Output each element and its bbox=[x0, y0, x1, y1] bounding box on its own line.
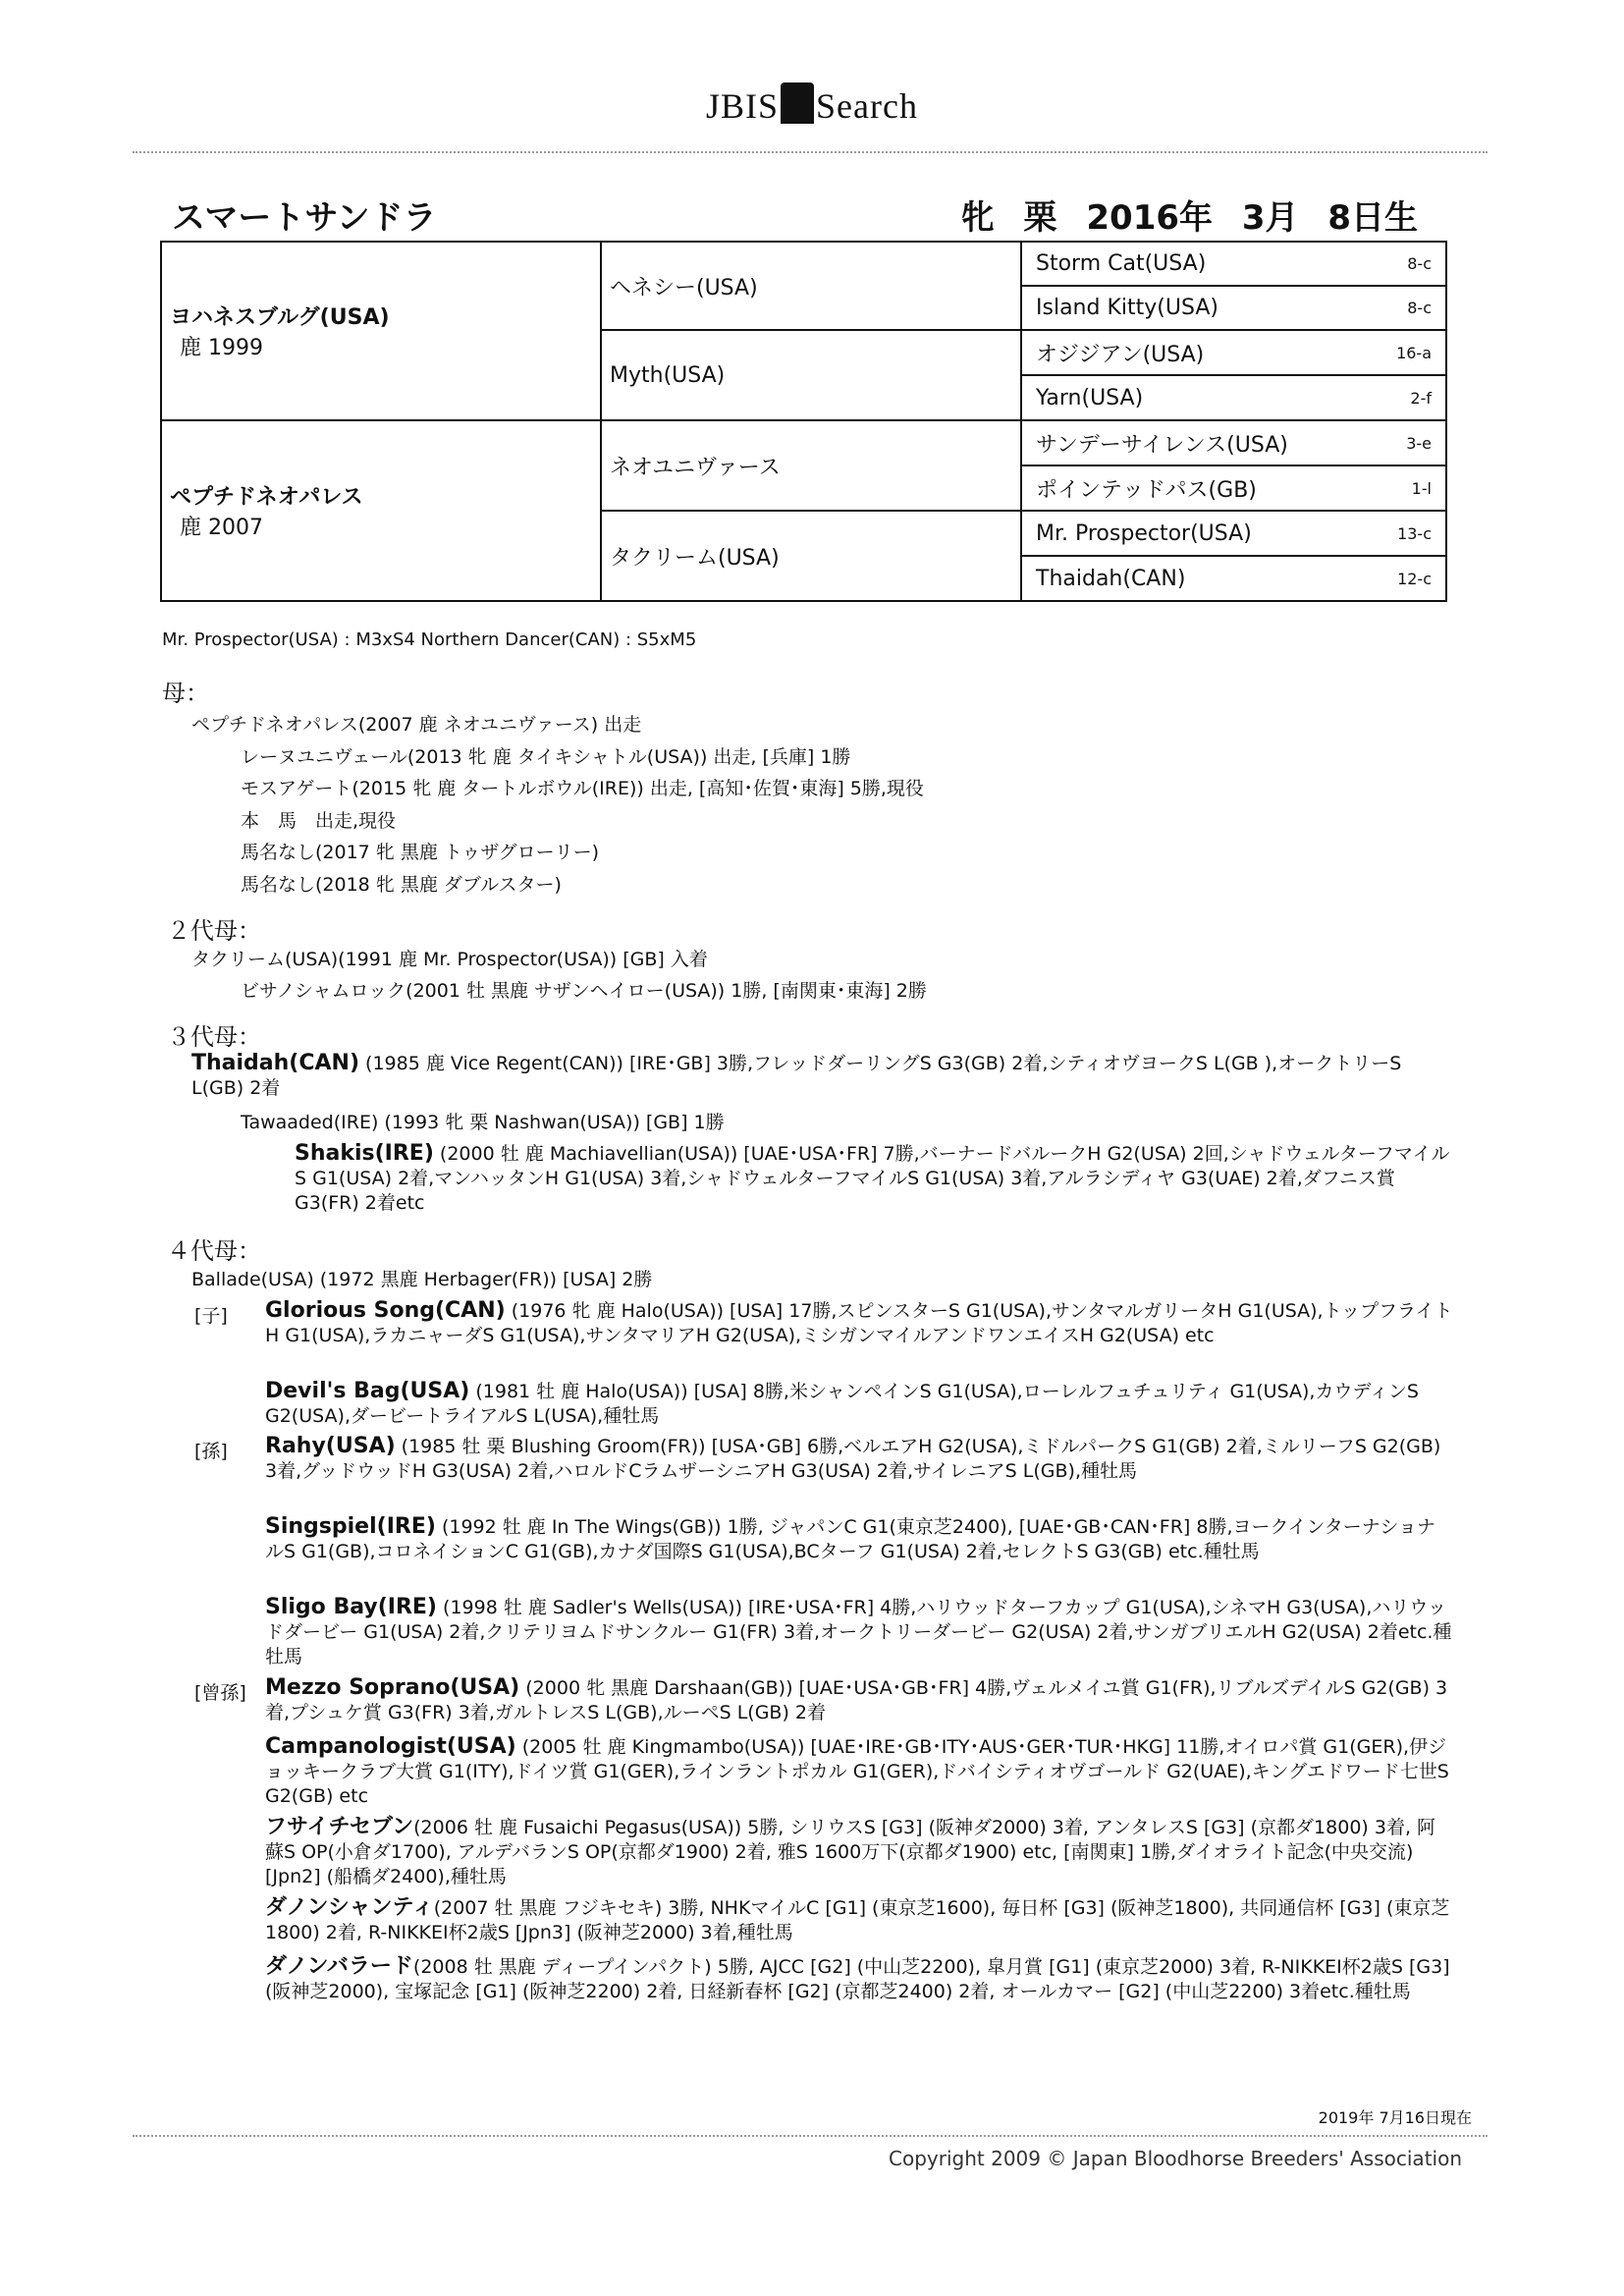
gen3-cell: オジジアン(USA) 16-a bbox=[1021, 330, 1446, 375]
family-line: ペプチドネオパレス(2007 鹿 ネオユニヴァース) 出走 bbox=[191, 714, 642, 736]
great-grandchild-tag: [曾孫] bbox=[194, 1682, 246, 1704]
pedigree-table bbox=[160, 241, 1447, 602]
gen3-cell: Yarn(USA) 2-f bbox=[1021, 375, 1446, 420]
inbreeding-note: Mr. Prospector(USA) : M3xS4 Northern Dancer(CAN) : S5xM5 bbox=[162, 629, 697, 650]
jbis-logo bbox=[0, 82, 1624, 127]
copyright: Copyright 2009 © Japan Bloodhorse Breeders' Association bbox=[889, 2147, 1462, 2170]
dam-detail: 鹿 2007 bbox=[180, 516, 263, 540]
gen3-cell: Storm Cat(USA) 8-c bbox=[1021, 242, 1446, 286]
family-line: Tawaaded(IRE) (1993 牝 栗 Nashwan(USA)) [GB] 1勝 bbox=[241, 1112, 725, 1133]
gen2-cell: ヘネシー(USA) bbox=[601, 242, 1021, 330]
family-line: Rahy(USA) (1985 牡 栗 Blushing Groom(FR)) [USA･GB] 6勝,ベルエアH G2(USA),ミドルパークS G1(GB) 2着,ミルリーフS G2(GB) 3着,グッドウッドH G3(USA) 2着,ハロルドCラムザーシニアH G3(USA) 2着,サイレニアS L(GB),種牡馬 bbox=[265, 1434, 1441, 1482]
sire-cell bbox=[161, 242, 601, 420]
horse-name: スマートサンドラ bbox=[172, 198, 437, 238]
gen2-cell: ネオユニヴァース bbox=[601, 420, 1021, 511]
gen3-cell: サンデーサイレンス(USA) 3-e bbox=[1021, 420, 1446, 465]
grandchild-tag: [孫] bbox=[194, 1441, 228, 1462]
logo-horse-icon bbox=[781, 82, 814, 124]
section-dam: 母： bbox=[162, 680, 209, 707]
family-line: モスアゲート(2015 牝 鹿 タートルボウル(IRE)) 出走, [高知･佐賀･東海] 5勝,現役 bbox=[241, 778, 924, 799]
family-line: Devil's Bag(USA) (1981 牡 鹿 Halo(USA)) [USA] 8勝,米シャンペインS G1(USA),ローレルフュチュリティ G1(USA),カウディンS G2(USA),ダービートライアルS L(USA),種牡馬 bbox=[265, 1379, 1419, 1427]
footer-divider bbox=[133, 2135, 1488, 2137]
family-line: Thaidah(CAN) (1985 鹿 Vice Regent(CAN)) [IRE･GB] 3勝,フレッドダーリングS G3(GB) 2着,シティオヴヨークS L(GB ),オークトリーS L(GB) 2着 bbox=[191, 1051, 1402, 1099]
family-line: タクリーム(USA)(1991 鹿 Mr. Prospector(USA)) [GB] 入着 bbox=[191, 949, 708, 970]
gen3-cell: Thaidah(CAN) 12-c bbox=[1021, 556, 1446, 601]
logo-text-left: JBIS bbox=[706, 86, 780, 126]
gen3-cell: Mr. Prospector(USA) 13-c bbox=[1021, 511, 1446, 556]
family-line: 本 馬 出走,現役 bbox=[241, 810, 397, 832]
family-line: レーヌユニヴェール(2013 牝 鹿 タイキシャトル(USA)) 出走, [兵庫] 1勝 bbox=[241, 746, 851, 768]
sire-detail: 鹿 1999 bbox=[180, 336, 263, 360]
dam-cell bbox=[161, 420, 601, 601]
horse-info: 牝 栗 2016年 3月 8日生 bbox=[960, 198, 1418, 238]
section-3rd-dam: ３代母： bbox=[167, 1023, 261, 1051]
child-tag: [子] bbox=[194, 1305, 228, 1327]
family-line: ビサノシャムロック(2001 牡 黒鹿 サザンヘイロー(USA)) 1勝, [南関東･東海] 2勝 bbox=[241, 980, 927, 1002]
section-4th-dam: ４代母： bbox=[167, 1237, 261, 1265]
gen3-cell: Island Kitty(USA) 8-c bbox=[1021, 286, 1446, 330]
family-line: Glorious Song(CAN) (1976 牝 鹿 Halo(USA)) [USA] 17勝,スピンスターS G1(USA),サンタマルガリータH G1(USA),トップフライトH G1(USA),ラカニャーダS G1(USA),サンタマリアH G2(USA),ミシガンマイルアンドワンエイスH G2(USA) etc bbox=[265, 1298, 1453, 1346]
gen2-cell: タクリーム(USA) bbox=[601, 511, 1021, 601]
dam-name: ペプチドネオパレス bbox=[170, 485, 363, 510]
gen2-cell: Myth(USA) bbox=[601, 330, 1021, 420]
sire-name: ヨハネスブルグ(USA) bbox=[170, 305, 390, 330]
family-line: Singspiel(IRE) (1992 牡 鹿 In The Wings(GB)) 1勝, ジャパンC G1(東京芝2400), [UAE･GB･CAN･FR] 8勝,ヨークインターナショナルS G1(GB),コロネイションC G1(GB),カナダ国際S G1(USA),BCターフ G1(USA) 2着,セレクトS G3(GB) etc.種牡馬 bbox=[265, 1514, 1436, 1562]
family-line: ダノンシャンティ(2007 牡 黒鹿 フジキセキ) 3勝, NHKマイルC [G1] (東京芝1600), 毎日杯 [G3] (阪神芝1800), 共同通信杯 [G3] (東京芝1800) 2着, R-NIKKEI杯2歳S [Jpn3] (阪神芝2000) 3着,種牡馬 bbox=[265, 1895, 1450, 1943]
family-line: Sligo Bay(IRE) (1998 牡 鹿 Sadler's Wells(USA)) [IRE･USA･FR] 4勝,ハリウッドターフカップ G1(USA),シネマH G3(USA),ハリウッドダービー G1(USA) 2着,クリテリヨムドサンクルー G1(FR) 3着,オークトリーダービー G2(USA) 2着,サンガブリエルH G2(USA) 2着etc.種牡馬 bbox=[265, 1595, 1452, 1667]
family-line: 馬名なし(2018 牝 黒鹿 ダブルスター) bbox=[241, 874, 562, 896]
gen3-cell: ポインテッドパス(GB) 1-l bbox=[1021, 465, 1446, 511]
family-line: ダノンバラード(2008 牡 黒鹿 ディープインパクト) 5勝, AJCC [G2] (中山芝2200), 皐月賞 [G1] (東京芝2000) 3着, R-NIKKEI杯2歳S [G3] (阪神芝2000), 宝塚記念 [G1] (阪神芝2200) 2着, 日経新春杯 [G2] (京都芝2400) 2着, オールカマー [G2] (中山芝2200) 3着etc.種牡馬 bbox=[265, 1954, 1450, 2002]
header-divider bbox=[133, 151, 1488, 153]
family-line: フサイチセブン(2006 牡 鹿 Fusaichi Pegasus(USA)) 5勝, シリウスS [G3] (阪神ダ2000) 3着, アンタレスS [G3] (京都ダ1800) 3着, 阿蘇S OP(小倉ダ1700), アルデバランS OP(京都ダ1900) 2着, 雅S 1600万下(京都ダ1900) etc, [南関東] 1勝,ダイオライト記念(中央交流) [Jpn2] (船橋ダ2400),種牡馬 bbox=[265, 1815, 1436, 1887]
family-line: Campanologist(USA) (2005 牡 鹿 Kingmambo(USA)) [UAE･IRE･GB･ITY･AUS･GER･TUR･HKG] 11勝,オイロパ賞 G1(GER),伊ジョッキークラブ大賞 G1(ITY),ドイツ賞 G1(GER),ラインラントポカル G1(GER),ドバイシティオヴゴールド G2(UAE),キングエドワード七世S G2(GB) etc bbox=[265, 1734, 1449, 1807]
family-line: Mezzo Soprano(USA) (2000 牝 黒鹿 Darshaan(GB)) [UAE･USA･GB･FR] 4勝,ヴェルメイユ賞 G1(FR),リブルズデイルS G2(GB) 3着,プシュケ賞 G3(FR) 3着,ガルトレスS L(GB),ルーペS L(GB) 2着 bbox=[265, 1675, 1448, 1723]
family-line: Shakis(IRE) (2000 牡 鹿 Machiavellian(USA)) [UAE･USA･FR] 7勝,バーナードバルークH G2(USA) 2回,シャドウェルターフマイルS G1(USA) 2着,マンハッタンH G1(USA) 3着,シャドウェルターフマイルS G1(USA) 3着,アルラシディヤ G3(UAE) 2着,ダフニス賞 G3(FR) 2着etc bbox=[295, 1141, 1450, 1214]
as-of-date: 2019年 7月16日現在 bbox=[1318, 2108, 1472, 2127]
family-line: 馬名なし(2017 牝 黒鹿 トゥザグローリー) bbox=[241, 842, 600, 863]
section-2nd-dam: ２代母： bbox=[167, 917, 261, 945]
logo-text-right: Search bbox=[816, 86, 918, 126]
family-line: Ballade(USA) (1972 黒鹿 Herbager(FR)) [USA] 2勝 bbox=[191, 1269, 653, 1290]
